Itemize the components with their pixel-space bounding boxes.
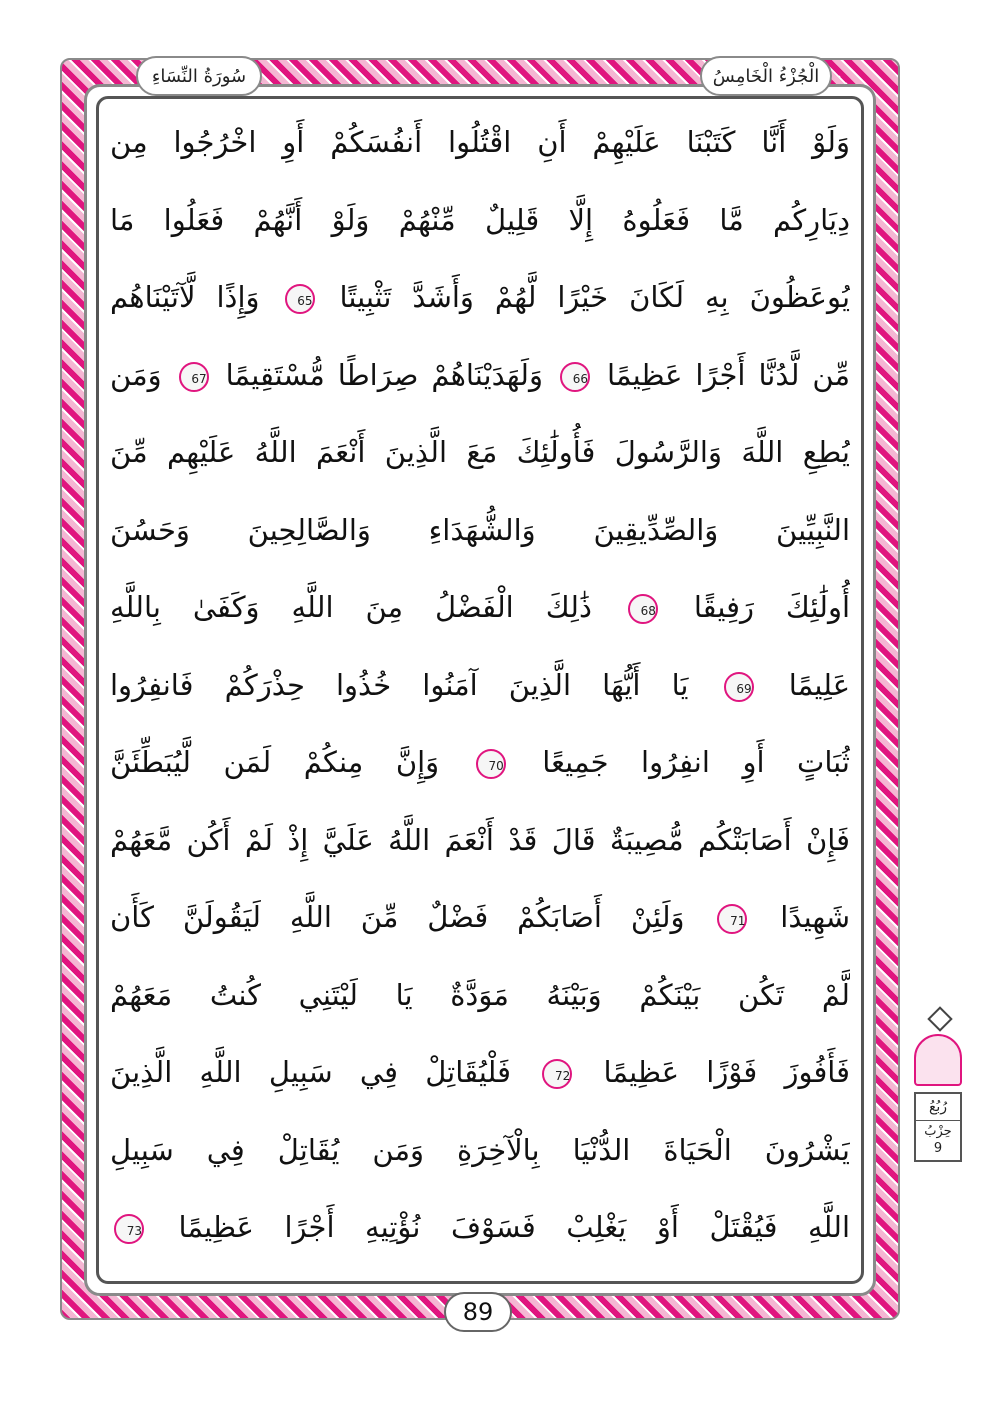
ayah-number-marker: 70 — [476, 749, 506, 779]
surah-name-header: سُورَةُ النِّسَاءِ — [136, 56, 262, 96]
ayah-number-marker: 72 — [542, 1059, 572, 1089]
verse-text: ثُبَاتٍ أَوِ انفِرُوا جَمِيعًا — [542, 745, 850, 779]
verse-text: عَلِيمًا — [788, 667, 850, 702]
hizb-box — [914, 1092, 962, 1162]
text-line — [110, 577, 850, 637]
rub-label: رُبُعُ — [916, 1094, 960, 1121]
verse-text: وَلَئِنْ أَصَابَكُمْ فَضْلٌ مِّنَ اللَّهِ لَيَقُولَنَّ كَأَن — [110, 900, 685, 934]
text-line — [110, 267, 850, 327]
verse-text: يُوعَظُونَ بِهِ لَكَانَ خَيْرًا لَّهُمْ وَأَشَدَّ تَثْبِيتًا — [339, 280, 850, 314]
verse-text: يُطِعِ اللَّهَ وَالرَّسُولَ فَأُولَٰئِكَ مَعَ الَّذِينَ أَنْعَمَ اللَّهُ عَلَيْهِم مِّنَ — [110, 435, 850, 469]
text-line — [110, 1120, 850, 1180]
verse-text: وَمَن — [110, 357, 162, 392]
ayah-number-marker: 67 — [179, 362, 209, 392]
verse-text: أُولَٰئِكَ رَفِيقًا — [693, 590, 850, 624]
verse-text: مِّن لَّدُنَّا أَجْرًا عَظِيمًا — [607, 357, 850, 392]
ayah-number-marker: 73 — [114, 1214, 144, 1244]
juz-name-header: الْجُزْءُ الْخَامِسُ — [700, 56, 832, 96]
verse-text: دِيَارِكُم مَّا فَعَلُوهُ إِلَّا قَلِيلٌ مِّنْهُمْ وَلَوْ أَنَّهُمْ فَعَلُوا مَا — [110, 202, 850, 237]
verse-text: وَإِنَّ مِنكُمْ لَمَن لَّيُبَطِّئَنَّ — [110, 745, 440, 779]
verse-text: يَشْرُونَ الْحَيَاةَ الدُّنْيَا بِالْآخِرَةِ وَمَن يُقَاتِلْ فِي سَبِيلِ — [110, 1132, 850, 1167]
verse-text: لَّمْ تَكُن بَيْنَكُمْ وَبَيْنَهُ مَوَدَّةٌ يَا لَيْتَنِي كُنتُ مَعَهُمْ — [110, 977, 850, 1012]
quran-text — [110, 112, 850, 1272]
text-line — [110, 887, 850, 947]
text-line — [110, 1197, 850, 1257]
verse-text: اللَّهِ فَيُقْتَلْ أَوْ يَغْلِبْ فَسَوْفَ نُؤْتِيهِ أَجْرًا عَظِيمًا — [178, 1210, 850, 1244]
ayah-number-marker: 65 — [285, 284, 315, 314]
diamond-ornament-icon — [927, 1006, 952, 1031]
verse-text: وَإِذًا لَّآتَيْنَاهُم — [110, 280, 260, 314]
hizb-marker — [912, 1010, 966, 1160]
verse-text: فَأَفُوزَ فَوْزًا عَظِيمًا — [603, 1055, 850, 1089]
ayah-number-marker: 71 — [717, 904, 747, 934]
verse-text: النَّبِيِّينَ وَالصِّدِّيقِينَ وَالشُّهَدَاءِ وَالصَّالِحِينَ وَحَسُنَ — [110, 512, 850, 547]
text-line — [110, 190, 850, 250]
verse-text: وَلَهَدَيْنَاهُمْ صِرَاطًا مُّسْتَقِيمًا — [225, 357, 544, 392]
verse-text: يَا أَيُّهَا الَّذِينَ آمَنُوا خُذُوا حِذْرَكُمْ فَانفِرُوا — [110, 667, 689, 702]
arch-ornament-icon — [914, 1034, 962, 1086]
text-line — [110, 112, 850, 172]
verse-text: وَلَوْ أَنَّا كَتَبْنَا عَلَيْهِمْ أَنِ اقْتُلُوا أَنفُسَكُمْ أَوِ اخْرُجُوا مِن — [110, 125, 850, 159]
hizb-label: حِزْبُ — [924, 1124, 952, 1139]
page-number: 89 — [444, 1292, 512, 1332]
ayah-number-marker: 66 — [560, 362, 590, 392]
text-line — [110, 500, 850, 560]
text-line — [110, 345, 850, 405]
text-line — [110, 422, 850, 482]
hizb-number: 9 — [933, 1141, 943, 1156]
text-line — [110, 810, 850, 870]
text-line — [110, 732, 850, 792]
verse-text: شَهِيدًا — [780, 900, 850, 934]
verse-text: فَلْيُقَاتِلْ فِي سَبِيلِ اللَّهِ الَّذِينَ — [110, 1055, 511, 1089]
ayah-number-marker: 68 — [628, 594, 658, 624]
text-line — [110, 655, 850, 715]
text-line — [110, 1042, 850, 1102]
verse-text: ذَٰلِكَ الْفَضْلُ مِنَ اللَّهِ وَكَفَىٰ بِاللَّهِ — [110, 590, 592, 624]
text-line — [110, 965, 850, 1025]
verse-text: فَإِنْ أَصَابَتْكُم مُّصِيبَةٌ قَالَ قَدْ أَنْعَمَ اللَّهُ عَلَيَّ إِذْ لَمْ أَكُن مَّعَهُمْ — [110, 822, 850, 857]
ayah-number-marker: 69 — [724, 672, 754, 702]
